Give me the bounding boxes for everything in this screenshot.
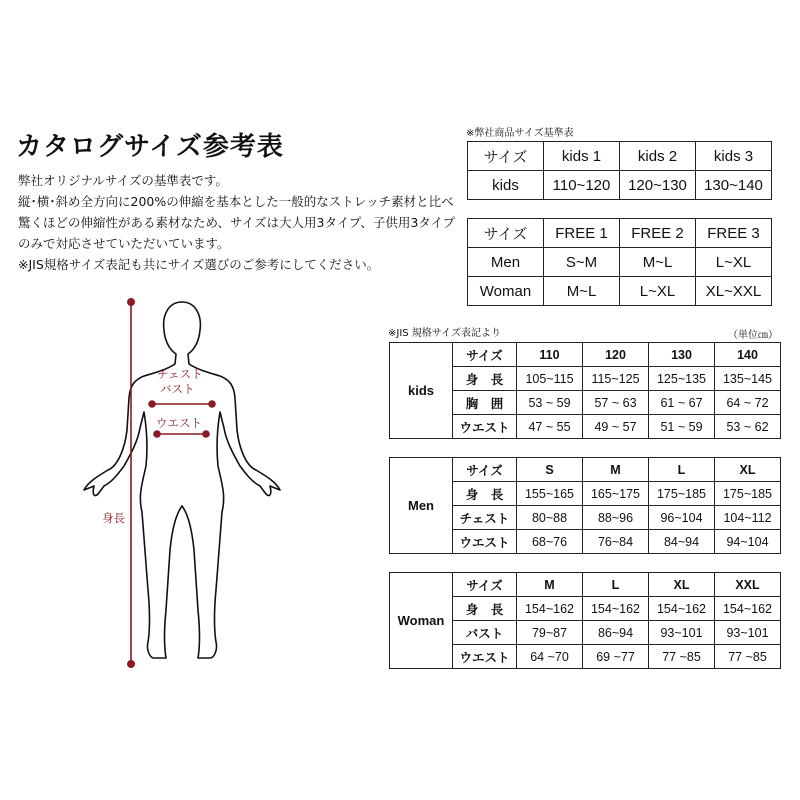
unit-note: （単位㎝） (728, 330, 778, 341)
table-cell: 93~101 (715, 621, 781, 645)
header-cell: サイズ (468, 142, 544, 171)
row-label: 胸 囲 (453, 391, 517, 415)
header-cell: サイズ (453, 458, 517, 482)
chest-right-dot (209, 401, 215, 407)
header-cell: サイズ (453, 343, 517, 367)
kids-brand-table (467, 141, 772, 200)
table-header-row (390, 573, 781, 597)
waist-label: ウエスト (156, 416, 202, 430)
row-label: Men (468, 248, 544, 277)
body-figure (70, 290, 310, 680)
table-cell: 77 ~85 (715, 645, 781, 669)
table-cell: 84~94 (649, 530, 715, 554)
row-label: バスト (453, 621, 517, 645)
table-cell: 64 ~70 (517, 645, 583, 669)
row-label: ウエスト (453, 645, 517, 669)
table-row (468, 248, 772, 277)
bust-label: バスト (160, 382, 195, 396)
jis-note: ※JIS 規格サイズ表記より (388, 328, 502, 339)
intro-line: 驚くほどの伸縮性がある素材なため、サイズは大人用3タイプ、子供用3タイプ (18, 215, 456, 230)
header-cell: 130 (649, 343, 715, 367)
table-cell: 104~112 (715, 506, 781, 530)
table-cell: 105~115 (517, 367, 583, 391)
group-label: Woman (390, 573, 453, 669)
jis-men-table (389, 457, 781, 554)
header-cell: kids 3 (696, 142, 772, 171)
table-header-row (390, 343, 781, 367)
table-cell: 154~162 (583, 597, 649, 621)
header-cell: S (517, 458, 583, 482)
header-cell: サイズ (453, 573, 517, 597)
intro-line: ※JIS規格サイズ表記も共にサイズ選びのご参考にしてください。 (18, 257, 380, 272)
row-label: 身 長 (453, 597, 517, 621)
height-label: 身長 (102, 511, 125, 525)
table-row (468, 171, 772, 200)
table-cell: 175~185 (649, 482, 715, 506)
waist-right-dot (203, 431, 209, 437)
header-cell: XL (649, 573, 715, 597)
brand-table-note: ※弊社商品サイズ基準表 (466, 128, 574, 139)
header-cell: kids 1 (544, 142, 620, 171)
table-cell: 88~96 (583, 506, 649, 530)
measure-labels (102, 367, 203, 525)
table-cell: 115~125 (583, 367, 649, 391)
table-cell: 94~104 (715, 530, 781, 554)
row-label: kids (468, 171, 544, 200)
table-cell: 110~120 (544, 171, 620, 200)
table-row (468, 277, 772, 306)
table-cell: L~XL (620, 277, 696, 306)
table-cell: 93~101 (649, 621, 715, 645)
table-cell: 155~165 (517, 482, 583, 506)
table-cell: 175~185 (715, 482, 781, 506)
intro-line: 縦･横･斜め全方向に200%の伸縮を基本とした一般的なストレッチ素材と比べ (18, 194, 454, 209)
table-cell: 80~88 (517, 506, 583, 530)
header-cell: M (583, 458, 649, 482)
table-header-row (468, 219, 772, 248)
table-cell: 135~145 (715, 367, 781, 391)
table-cell: 154~162 (517, 597, 583, 621)
jis-kids-table (389, 342, 781, 439)
row-label: 身 長 (453, 367, 517, 391)
header-cell: FREE 1 (544, 219, 620, 248)
row-label: ウエスト (453, 415, 517, 439)
group-label: kids (390, 343, 453, 439)
table-cell: L~XL (696, 248, 772, 277)
table-cell: 69 ~77 (583, 645, 649, 669)
header-cell: XL (715, 458, 781, 482)
row-label: チェスト (453, 506, 517, 530)
header-cell: M (517, 573, 583, 597)
intro-text (18, 170, 456, 275)
header-cell: FREE 3 (696, 219, 772, 248)
table-cell: 68~76 (517, 530, 583, 554)
table-header-row (468, 142, 772, 171)
table-cell: 53 ~ 59 (517, 391, 583, 415)
header-cell: 140 (715, 343, 781, 367)
table-cell: 53 ~ 62 (715, 415, 781, 439)
table-cell: 77 ~85 (649, 645, 715, 669)
table-cell: 154~162 (649, 597, 715, 621)
table-cell: 57 ~ 63 (583, 391, 649, 415)
measure-markers (128, 299, 215, 667)
group-label: Men (390, 458, 453, 554)
header-cell: L (583, 573, 649, 597)
body-outline (84, 302, 280, 658)
table-header-row (390, 458, 781, 482)
table-cell: 96~104 (649, 506, 715, 530)
table-cell: 76~84 (583, 530, 649, 554)
height-top-dot (128, 299, 134, 305)
table-cell: 125~135 (649, 367, 715, 391)
header-cell: XXL (715, 573, 781, 597)
table-cell: 61 ~ 67 (649, 391, 715, 415)
chest-left-dot (149, 401, 155, 407)
table-cell: 86~94 (583, 621, 649, 645)
table-cell: 165~175 (583, 482, 649, 506)
row-label: ウエスト (453, 530, 517, 554)
header-cell: FREE 2 (620, 219, 696, 248)
jis-woman-table (389, 572, 781, 669)
row-label: Woman (468, 277, 544, 306)
table-cell: 154~162 (715, 597, 781, 621)
table-cell: 79~87 (517, 621, 583, 645)
row-label: 身 長 (453, 482, 517, 506)
height-bottom-dot (128, 661, 134, 667)
adult-brand-table (467, 218, 772, 306)
table-cell: 120~130 (620, 171, 696, 200)
page-title: カタログサイズ参考表 (16, 132, 284, 162)
header-cell: 120 (583, 343, 649, 367)
header-cell: kids 2 (620, 142, 696, 171)
table-cell: 51 ~ 59 (649, 415, 715, 439)
table-cell: S~M (544, 248, 620, 277)
header-cell: L (649, 458, 715, 482)
header-cell: 110 (517, 343, 583, 367)
table-cell: 64 ~ 72 (715, 391, 781, 415)
intro-line: のみで対応させていただいています。 (18, 236, 230, 251)
header-cell: サイズ (468, 219, 544, 248)
table-cell: 130~140 (696, 171, 772, 200)
table-cell: 49 ~ 57 (583, 415, 649, 439)
chest-label: チェスト (157, 367, 203, 381)
table-cell: M~L (544, 277, 620, 306)
table-cell: 47 ~ 55 (517, 415, 583, 439)
table-cell: XL~XXL (696, 277, 772, 306)
table-cell: M~L (620, 248, 696, 277)
waist-left-dot (154, 431, 160, 437)
intro-line: 弊社オリジナルサイズの基準表です。 (18, 173, 228, 188)
